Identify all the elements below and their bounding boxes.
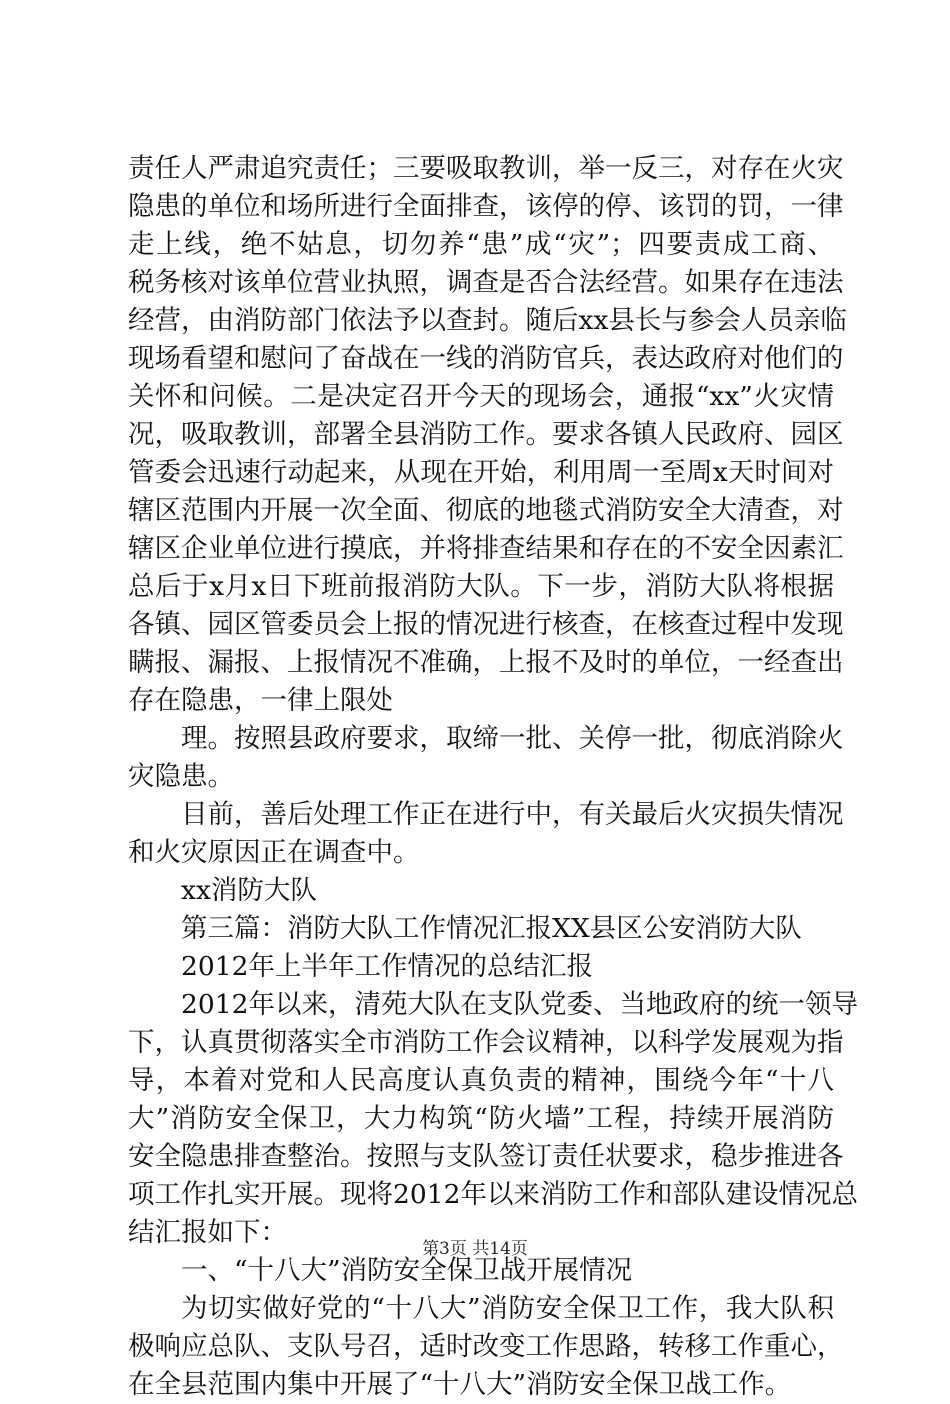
text-line: 瞒报、漏报、上报情况不准确，上报不及时的单位，一经查出: [128, 647, 844, 678]
text-line: 辖区范围内开展一次全面、彻底的地毯式消防安全大清查，对: [128, 495, 844, 526]
text-line: 总后于x月x日下班前报消防大队。下一步，消防大队将根据: [128, 571, 834, 602]
text-line: 2012年以来，清苑大队在支队党委、当地政府的统一领导: [181, 989, 858, 1020]
page-number-footer: 第3页 共14页: [422, 1239, 528, 1259]
text-line: 存在隐患，一律上限处: [128, 685, 393, 716]
text-line: 税务核对该单位营业执照，调查是否合法经营。如果存在违法: [128, 267, 844, 298]
text-line: 辖区企业单位进行摸底，并将排查结果和存在的不安全因素汇: [128, 533, 844, 564]
signature-line: xx消防大队: [181, 875, 317, 906]
text-line: 安全隐患排查整治。按照与支队签订责任状要求，稳步推进各: [128, 1141, 844, 1172]
text-line: 各镇、园区管委员会上报的情况进行核查，在核查过程中发现: [128, 609, 844, 640]
section-subheading: 2012年上半年工作情况的总结汇报: [181, 951, 593, 982]
text-line: 经营，由消防部门依法予以查封。随后xx县长与参会人员亲临: [128, 305, 847, 336]
text-line: 下，认真贯彻落实全市消防工作会议精神，以科学发展观为指: [128, 1027, 844, 1058]
text-line: 走上线，绝不姑息，切勿养“患”成“灾”；四要责成工商、: [128, 229, 834, 260]
text-line: 和火灾原因正在调查中。: [128, 837, 420, 868]
text-line: 极响应总队、支队号召，适时改变工作思路，转移工作重心，: [128, 1331, 844, 1362]
text-line: 大”消防安全保卫，大力构筑“防火墙”工程，持续开展消防: [128, 1103, 834, 1134]
document-body: [128, 150, 858, 1404]
text-line: 况，吸取教训，部署全县消防工作。要求各镇人民政府、园区: [128, 419, 844, 450]
section-heading: 一、“十八大”消防安全保卫战开展情况: [181, 1255, 633, 1286]
text-line: 结汇报如下：: [128, 1217, 287, 1248]
text-line: 关怀和问候。二是决定召开今天的现场会，通报“xx”火灾情: [128, 381, 834, 412]
text-line: 在全县范围内集中开展了“十八大”消防安全保卫战工作。: [128, 1369, 792, 1400]
text-line: 现场看望和慰问了奋战在一线的消防官兵，表达政府对他们的: [128, 343, 844, 374]
text-line: 责任人严肃追究责任；三要吸取教训，举一反三，对存在火灾: [128, 153, 844, 184]
text-line: 导，本着对党和人民高度认真负责的精神，围绕今年“十八: [128, 1065, 834, 1096]
section-heading: 第三篇：消防大队工作情况汇报XX县区公安消防大队: [181, 913, 802, 944]
text-line: 理。按照县政府要求，取缔一批、关停一批，彻底消除火: [181, 723, 844, 754]
text-line: 目前，善后处理工作正在进行中，有关最后火灾损失情况: [181, 799, 844, 830]
text-line: 为切实做好党的“十八大”消防安全保卫工作，我大队积: [181, 1293, 834, 1324]
text-line: 项工作扎实开展。现将2012年以来消防工作和部队建设情况总: [128, 1179, 858, 1210]
text-line: 灾隐患。: [128, 761, 234, 792]
text-line: 隐患的单位和场所进行全面排查，该停的停、该罚的罚，一律: [128, 191, 844, 222]
text-line: 管委会迅速行动起来，从现在开始，利用周一至周x天时间对: [128, 457, 834, 488]
